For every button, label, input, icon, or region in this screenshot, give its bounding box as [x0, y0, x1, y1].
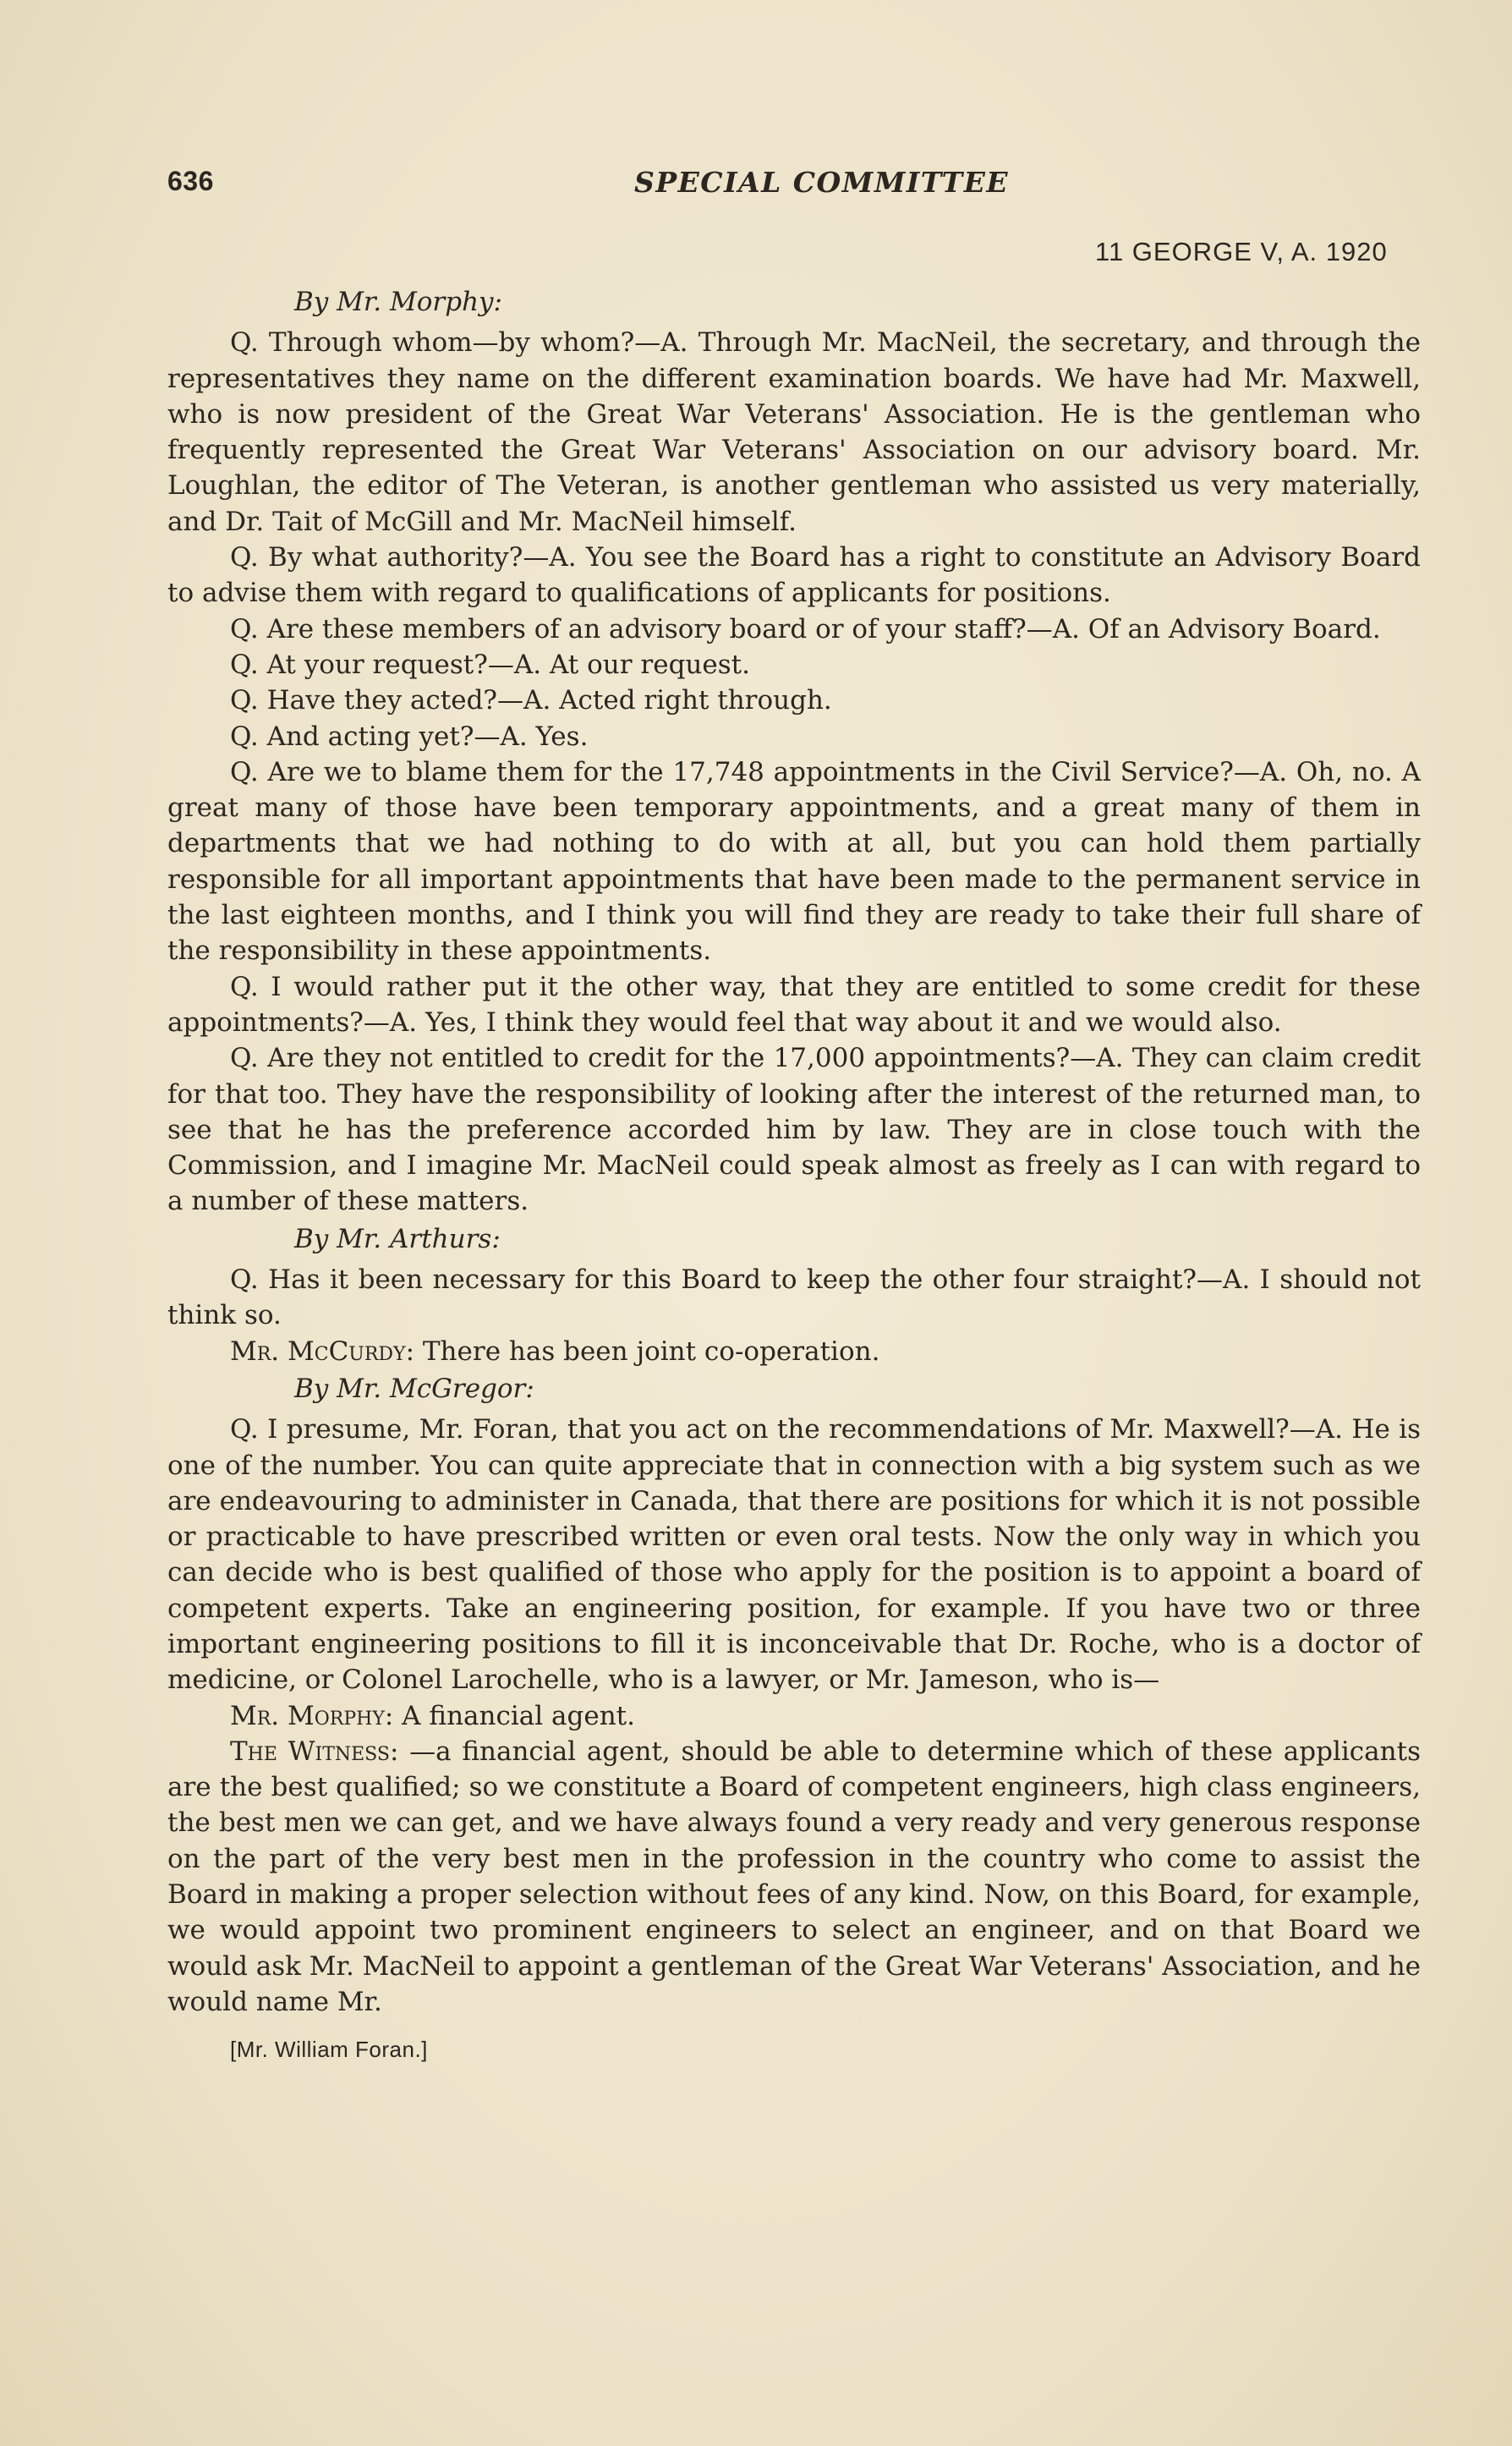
speaker-text: A financial agent. — [393, 1700, 635, 1731]
qa-paragraph: Q. I would rather put it the other way, that they are entitled to some credit for these appointments?—A. Yes, I think they would feel that way about it and we would also. — [167, 971, 1421, 1038]
qa-paragraph: Q. Has it been necessary for this Board to keep the other four straight?—A. I should not think so. — [167, 1264, 1421, 1331]
qa-paragraph: Q. Through whom—by whom?—A. Through Mr. MacNeil, the secretary, and through the representatives they name on the different examination boards. We have had Mr. Maxwell, who is now president of the Great War Veterans' Association. He is the gentleman who frequently represented the Great War Veterans' Association on our advisory board. Mr. Loughlan, the editor of The Veteran, is another gentleman who assisted us very materially, and Dr. Tait of McGill and Mr. MacNeil himself. — [167, 327, 1421, 537]
speaker-text: —a financial agent, should be able to determine which of these applicants are the best qualified; so we constitute a Board of competent engineers, high class engineers, the best men we can get, and we have always found a very ready and very generous response on the part of the very best men in the profession in the country who come to assist the Board in making a proper selection without fees of any kind. Now, on this Board, for example, we would appoint two prominent engineers to select an engineer, and on that Board we would ask Mr. MacNeil to appoint a gentleman of the Great War Veterans' Association, and he would name Mr. — [167, 1736, 1422, 2017]
speaker-paragraph — [167, 1698, 1421, 1734]
qa-paragraph: Q. At your request?—A. At our request. — [230, 649, 750, 680]
qa-paragraph: Q. Are these members of an advisory board or of your staff?—A. Of an Advisory Board. — [230, 613, 1381, 644]
page-number: 636 — [167, 166, 214, 196]
speaker-paragraph — [167, 1334, 1421, 1369]
speaker-text: There has been joint co-operation. — [414, 1335, 880, 1367]
qa-paragraph: Q. Are we to blame them for the 17,748 appointments in the Civil Service?—A. Oh, no. A great many of those have been temporary appointments, and a great many of them in departments that we had nothing to do with at all, but you can hold them partially responsible for all important appointments that have been made to the permanent service in the last eighteen months, and I think you will find they are ready to take their full share of the responsibility in these appointments. — [167, 756, 1421, 967]
examiner-heading: By Mr. Morphy: — [294, 287, 503, 317]
qa-paragraph: Q. Are they not entitled to credit for the 17,000 appointments?—A. They can claim credit for that too. They have the responsibility of looking after the interest of the returned man, to see that he has the preference accorded him by law. They are in close touch with the Commission, and I imagine Mr. MacNeil could speak almost as freely as I can with regard to a number of these matters. — [167, 1043, 1421, 1217]
speaker-name: Mr. Morphy: — [230, 1700, 394, 1731]
body-text — [167, 282, 1421, 2068]
examiner-heading: By Mr. McGregor: — [294, 1373, 534, 1404]
qa-paragraph: Q. Have they acted?—A. Acted right through. — [230, 685, 832, 716]
speaker-name: Mr. McCurdy: — [230, 1335, 415, 1367]
speaker-name: The Witness: — [230, 1736, 399, 1767]
speaker-paragraph — [167, 1734, 1421, 2020]
witness-footer: [Mr. William Foran.] — [230, 2037, 428, 2063]
qa-paragraph: Q. By what authority?—A. You see the Board has a right to constitute an Advisory Board to advise them with regard to qualifications of applicants for positions. — [167, 542, 1421, 609]
qa-paragraph: Q. I presume, Mr. Foran, that you act on the recommendations of Mr. Maxwell?—A. He is one of the number. You can quite appreciate that in connection with a big system such as we are endeavouring to administer in Canada, that there are positions for which it is not possible or practicable to have prescribed written or even oral tests. Now the only way in which you can decide who is best qualified of those who apply for the position is to appoint a board of competent experts. Take an engineering position, for example. If you have two or three important engineering positions to fill it is inconceivable that Dr. Roche, who is a doctor of medicine, or Colonel Larochelle, who is a lawyer, or Mr. Jameson, who is— — [167, 1414, 1421, 1696]
qa-paragraph: Q. And acting yet?—A. Yes. — [230, 721, 589, 752]
running-title: SPECIAL COMMITTEE — [634, 166, 1010, 199]
session-label: 11 GEORGE V, A. 1920 — [1095, 237, 1388, 266]
examiner-heading: By Mr. Arthurs: — [294, 1223, 501, 1254]
